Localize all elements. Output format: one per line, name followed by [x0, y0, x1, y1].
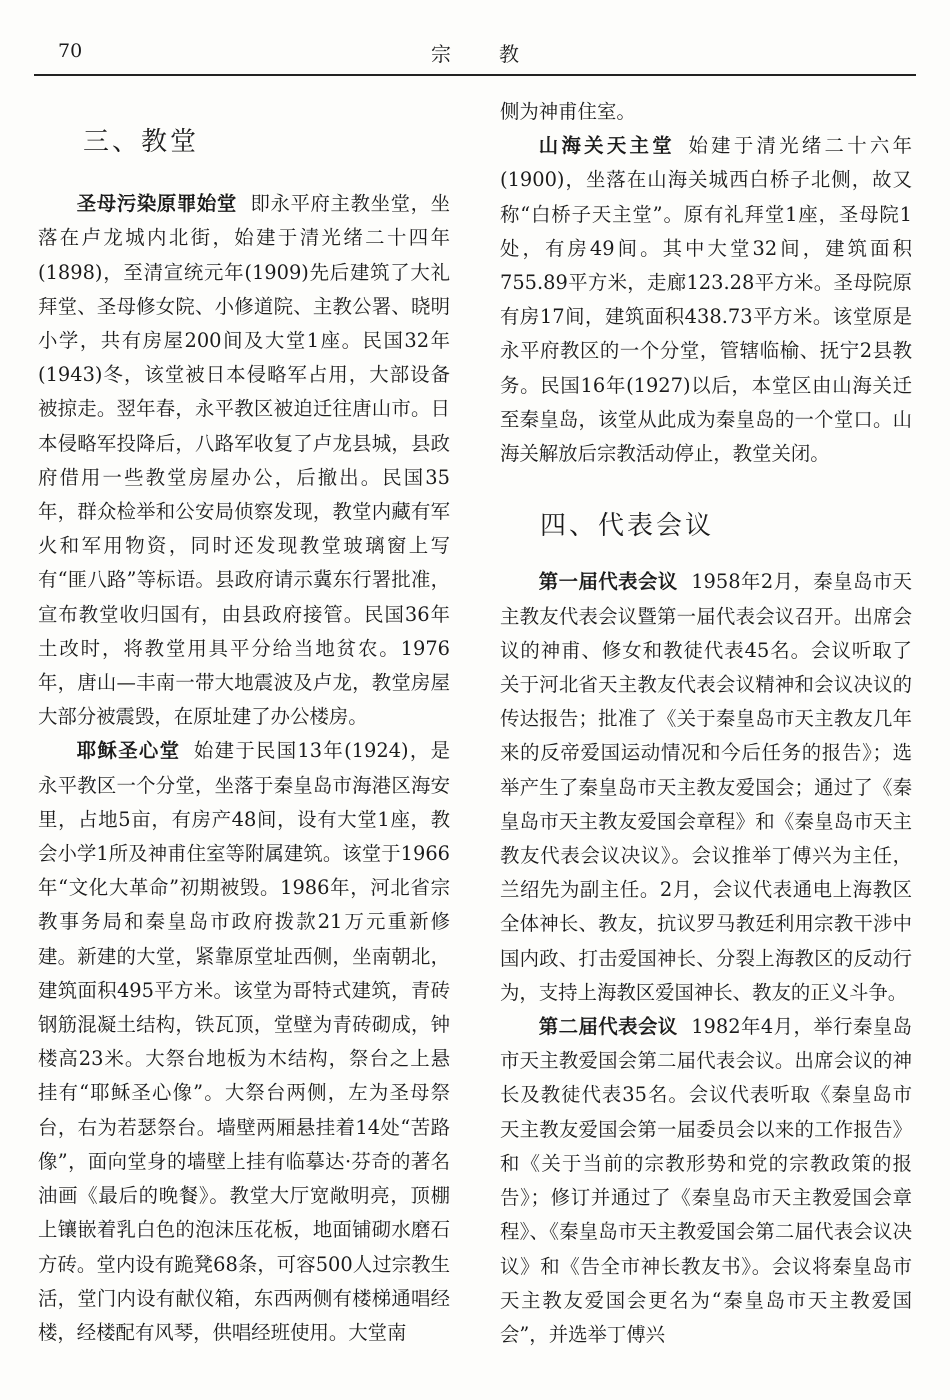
- header-rule: [34, 74, 916, 76]
- left-column: [38, 95, 450, 1350]
- entry-title: 第二届代表会议: [538, 1015, 678, 1039]
- entry-text: 始建于民国13年(1924)，是永平教区一个分堂，坐落于秦皇岛市海港区海安里，占地5亩，有房产48间，设有大堂1座，教会小学1所及神甫住室等附属建筑。该堂于1966年“文化大革命”初期被毁。1986年，河北省宗教事务局和秦皇岛市政府拨款21万元重新修建。新建的大堂，紧靠原堂址西侧，坐南朝北，建筑面积495平方米。该堂为哥特式建筑，青砖钢筋混凝土结构，铁瓦顶，堂壁为青砖砌成，钟楼高23米。大祭台地板为木结构，祭台之上悬挂有“耶稣圣心像”。大祭台两侧，左为圣母祭台，右为若瑟祭台。墙壁两厢悬挂着14处“苦路像”，面向堂身的墙壁上挂有临摹达·芬奇的著名油画《最后的晚餐》。教堂大厅宽敞明亮，顶棚上镶嵌着乳白色的泡沫压花板，地面铺砌水磨石方砖。堂内设有跪凳68条，可容500人过宗教生活，堂门内设有献仪箱，东西两侧有楼梯通唱经楼，经楼配有风琴，供唱经班使用。大堂南: [38, 739, 451, 1344]
- section-heading-congresses: 四、代表会议: [540, 511, 715, 542]
- entry-immaculate-conception-cathedral: [38, 187, 450, 734]
- entry-text: 即永平府主教坐堂，坐落在卢龙城内北街，始建于清光绪二十四年(1898)，至清宣统元年(1909)先后建筑了大礼拜堂、圣母修女院、小修道院、主教公署、晓明小学，共有房屋200间及大堂1座。民国32年(1943)冬，该堂被日本侵略军占用，大部设备被掠走。翌年春，永平教区被迫迁往唐山市。日本侵略军投降后，八路军收复了卢龙县城，县政府借用一些教堂房屋办公，后撤出。民国35年，群众检举和公安局侦察发现，教堂内藏有军火和军用物资，同时还发现教堂玻璃窗上写有“匪八路”等标语。县政府请示冀东行署批准，宣布教堂收归国有，由县政府接管。民国36年土改时，将教堂用具平分给当地贫农。1976年，唐山—丰南一带大地震波及卢龙，教堂房屋大部分被震毁，在原址建了办公楼房。: [38, 192, 451, 729]
- entry-text: 1982年4月，举行秦皇岛市天主教爱国会第二届代表会议。出席会议的神长及教徒代表35名。会议代表听取《秦皇岛市天主教友爱国会第一届委员会以来的工作报告》和《关于当前的宗教形势和党的宗教政策的报告》；修订并通过了《秦皇岛市天主教爱国会章程》、《秦皇岛市天主教爱国会第二届代表会议决议》和《告全市神长教友书》。会议将秦皇岛市天主教友爱国会更名为“秦皇岛市天主教爱国会”，并选举丁傅兴: [500, 1015, 913, 1346]
- entry-first-congress: [500, 565, 912, 1010]
- running-title: 宗教: [431, 42, 567, 66]
- right-column: [500, 95, 912, 1352]
- section-heading-churches: 三、教堂: [83, 127, 200, 157]
- entry-text: 1958年2月，秦皇岛市天主教友代表会议暨第一届代表会议召开。出席会议的神甫、修女和教徒代表45名。会议听取了关于河北省天主教友代表会议精神和会议决议的传达报告；批准了《关于秦皇岛市天主教友几年来的反帝爱国运动情况和今后任务的报告》；选举产生了秦皇岛市天主教友爱国会；通过了《秦皇岛市天主教友爱国会章程》和《秦皇岛市天主教友代表会议决议》。会议推举丁傅兴为主任，兰绍先为副主任。2月，会议代表通电上海教区全体神长、教友，抗议罗马教廷利用宗教干涉中国内政、打击爱国神长、分裂上海教区的反动行为，支持上海教区爱国神长、教友的正义斗争。: [500, 570, 913, 1004]
- entry-title: 第一届代表会议: [538, 570, 678, 594]
- entry-title: 山海关天主堂: [538, 134, 675, 158]
- entry-title: 圣母污染原罪始堂: [76, 192, 237, 216]
- page-header: [34, 36, 916, 76]
- page-number: 70: [58, 40, 83, 62]
- entry-title: 耶稣圣心堂: [76, 739, 181, 763]
- entry-second-congress: [500, 1010, 912, 1352]
- entry-sacred-heart-church: [38, 734, 450, 1350]
- entry-text: 始建于清光绪二十六年(1900)，坐落在山海关城西白桥子北侧，故又称“白桥子天主堂”。原有礼拜堂1座，圣母院1处，有房49间。其中大堂32间，建筑面积755.89平方米，走廊123.28平方米。圣母院原有房17间，建筑面积438.73平方米。该堂原是永平府教区的一个分堂，管辖临榆、抚宁2县教务。民国16年(1927)以后，本堂区由山海关迁至秦皇岛，该堂从此成为秦皇岛的一个堂口。山海关解放后宗教活动停止，教堂关闭。: [500, 134, 912, 466]
- entry-continuation: 侧为神甫住室。: [500, 100, 636, 123]
- entry-shanhaiguan-church: [500, 129, 912, 471]
